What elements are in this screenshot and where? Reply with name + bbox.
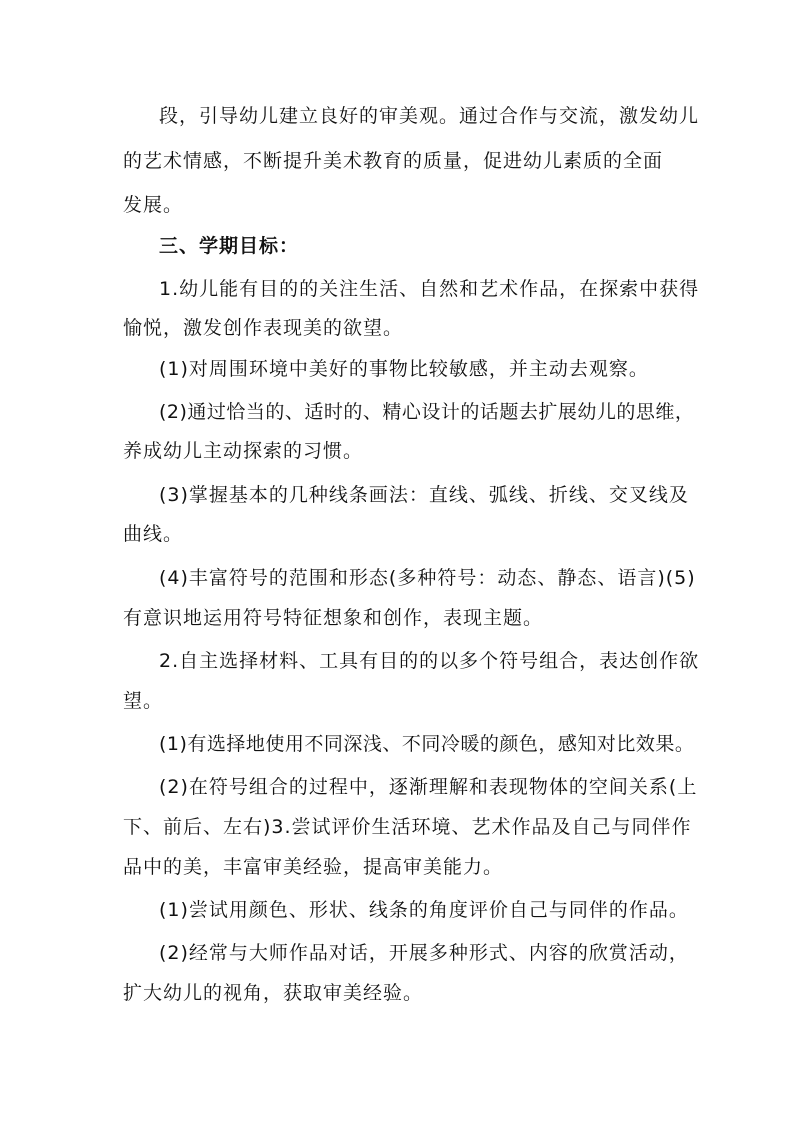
body-text-line: (1)尝试用颜色、形状、线条的角度评价自己与同伴的作品。 [159,899,689,921]
body-text-line: 段，引导幼儿建立良好的审美观。通过合作与交流，激发幼儿 [159,105,700,127]
section-heading: 三、学期目标： [159,235,300,257]
body-text-line: 发展。 [123,194,184,216]
body-text-line: (2)经常与大师作品对话，开展多种形式、内容的欣赏活动， [159,942,689,964]
body-text-line: (1)有选择地使用不同深浅、不同冷暖的颜色，感知对比效果。 [159,733,695,755]
body-text-line: 2.自主选择材料、工具有目的的以多个符号组合，表达创作欲 [159,650,700,672]
body-text-line: 扩大幼儿的视角，获取审美经验。 [123,982,424,1004]
body-text-line: (4)丰富符号的范围和形态(多种符号：动态、静态、语言)(5) [159,567,696,589]
body-text-line: 下、前后、左右)3.尝试评价生活环境、艺术作品及自己与同伴作 [123,816,692,838]
body-text-line: 曲线。 [123,523,184,545]
body-text-line: 有意识地运用符号特征想象和创作，表现主题。 [123,607,544,629]
body-text-line: (1)对周围环境中美好的事物比较敏感，并主动去观察。 [159,358,649,380]
body-text-line: (2)通过恰当的、适时的、精心设计的话题去扩展幼儿的思维， [159,401,695,423]
body-text-line: 品中的美，丰富审美经验，提高审美能力。 [123,856,504,878]
body-text-line: (3)掌握基本的几种线条画法：直线、弧线、折线、交叉线及 [159,484,689,506]
body-text-line: 的艺术情感，不断提升美术教育的质量，促进幼儿素质的全面 [123,150,664,172]
body-text-line: 养成幼儿主动探索的习惯。 [123,440,364,462]
body-text-line: 1.幼儿能有目的的关注生活、自然和艺术作品，在探索中获得 [159,278,700,300]
body-text-line: 愉悦，激发创作表现美的欲望。 [123,317,404,339]
body-text-line: (2)在符号组合的过程中，逐渐理解和表现物体的空间关系(上 [159,776,698,798]
body-text-line: 望。 [123,690,164,712]
